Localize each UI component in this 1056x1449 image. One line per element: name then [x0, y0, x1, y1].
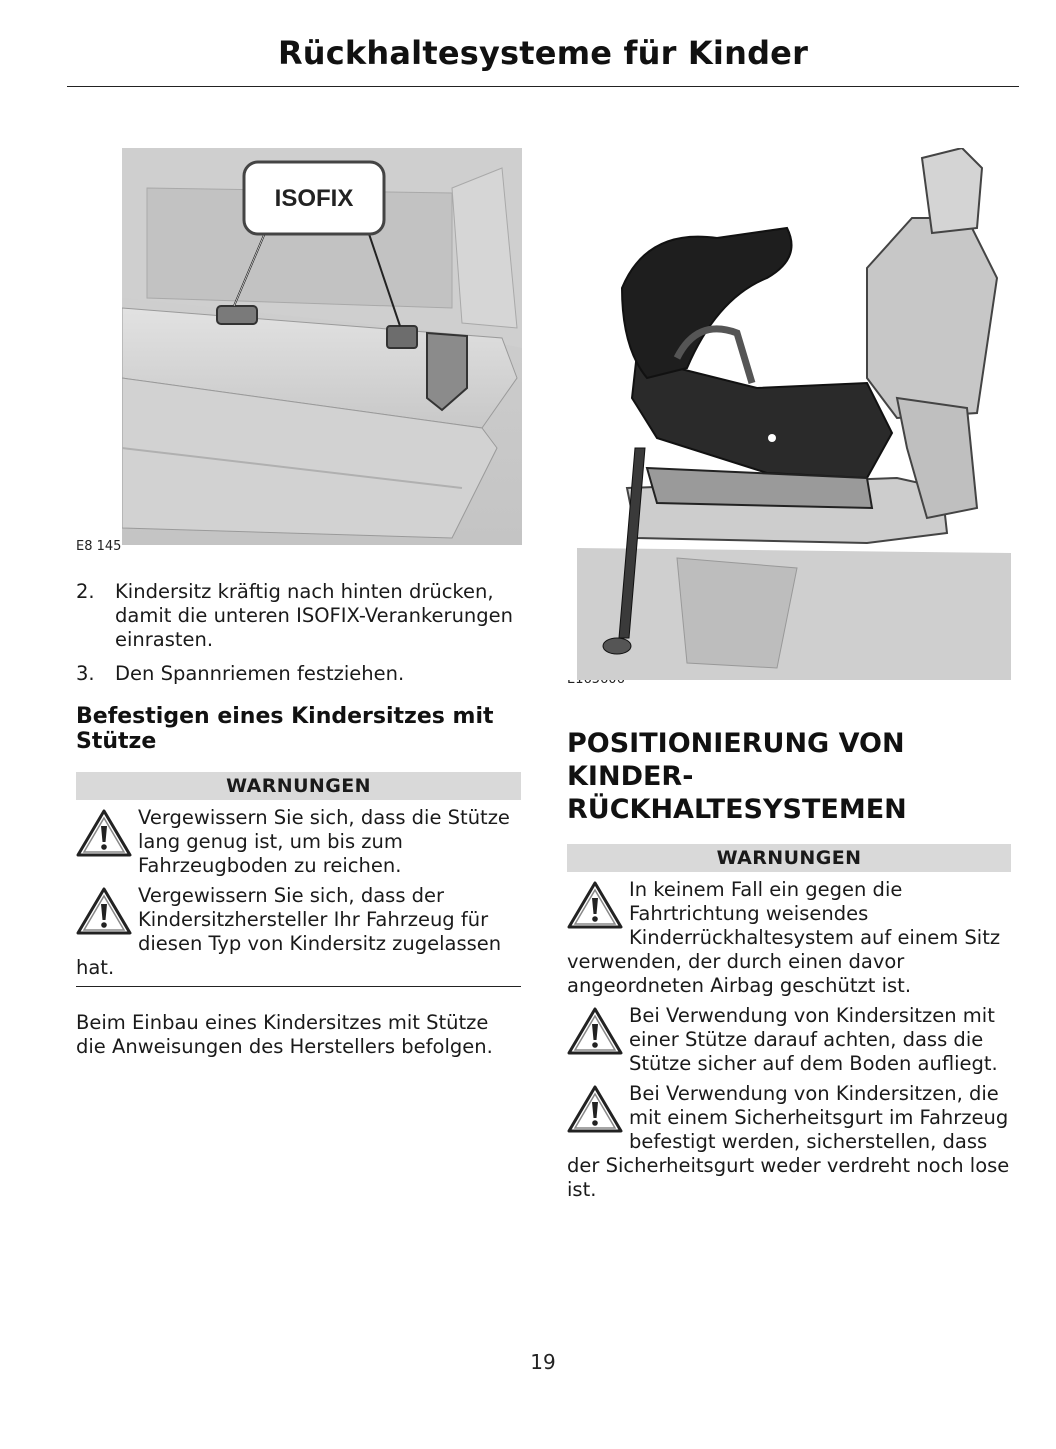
warnings-end-divider — [76, 986, 521, 987]
warning-item — [76, 806, 521, 878]
title-divider — [67, 86, 1019, 87]
warning-triangle-icon — [567, 1006, 623, 1056]
warning-text: Bei Verwendung von Kindersitzen mit einer Stütze darauf achten, dass die Stütze sicher auf dem Boden aufliegt. — [629, 1004, 998, 1075]
right-column — [567, 148, 1011, 1202]
warning-item — [567, 1004, 1011, 1076]
body-paragraph: Beim Einbau eines Kindersitzes mit Stütze die Anweisungen des Herstellers befolgen. — [76, 1011, 493, 1058]
step-number: 3. — [76, 662, 95, 685]
warning-triangle-icon — [567, 880, 623, 930]
page-number: 19 — [530, 1350, 556, 1374]
step-number: 2. — [76, 580, 95, 603]
list-item — [76, 662, 521, 686]
isofix-seat-drawing — [122, 148, 522, 545]
section-heading-positioning: POSITIONIERUNG VON KINDER-RÜCKHALTESYSTEMEN — [567, 728, 907, 825]
section-heading: Befestigen eines Kindersitzes mit Stütze — [76, 704, 494, 754]
step-text: Kindersitz kräftig nach hinten drücken, damit die unteren ISOFIX-Verankerungen einrasten. — [115, 580, 514, 651]
figure-code-left: E8 145 — [76, 539, 122, 554]
instruction-steps — [76, 580, 521, 686]
isofix-label: ISOFIX — [274, 185, 354, 212]
warnings-header: WARNUNGEN — [76, 772, 521, 800]
step-text: Den Spannriemen festziehen. — [115, 662, 405, 685]
warning-triangle-icon — [567, 1084, 623, 1134]
warning-triangle-icon — [76, 808, 132, 858]
left-column — [76, 148, 521, 1059]
warning-text: In keinem Fall ein gegen die Fahrtrichtung weisendes Kinderrückhaltesystem auf einem Sitz verwenden, der durch einen davor angeordneten Airbag geschützt ist. — [567, 878, 1001, 997]
warnings-header: WARNUNGEN — [567, 844, 1011, 872]
warning-item — [567, 878, 1011, 998]
support-leg-seat-illustration — [567, 148, 1011, 680]
warning-text: Vergewissern Sie sich, dass der Kindersitzhersteller Ihr Fahrzeug für diesen Typ von Kindersitz zugelassen hat. — [76, 884, 502, 979]
warning-triangle-icon — [76, 886, 132, 936]
child-seat-drawing — [567, 148, 1011, 680]
warning-item — [76, 884, 521, 980]
warning-text: Bei Verwendung von Kindersitzen, die mit einem Sicherheitsgurt im Fahrzeug befestigt werden, sicherstellen, dass der Sicherheitsgurt weder verdreht noch lose ist. — [567, 1082, 1010, 1201]
isofix-seat-illustration — [122, 148, 522, 545]
warning-text: Vergewissern Sie sich, dass die Stütze lang genug ist, um bis zum Fahrzeugboden zu reichen. — [138, 806, 510, 877]
warning-item — [567, 1082, 1011, 1202]
list-item — [76, 580, 521, 652]
page-title: Rückhaltesysteme für Kinder — [277, 34, 809, 72]
